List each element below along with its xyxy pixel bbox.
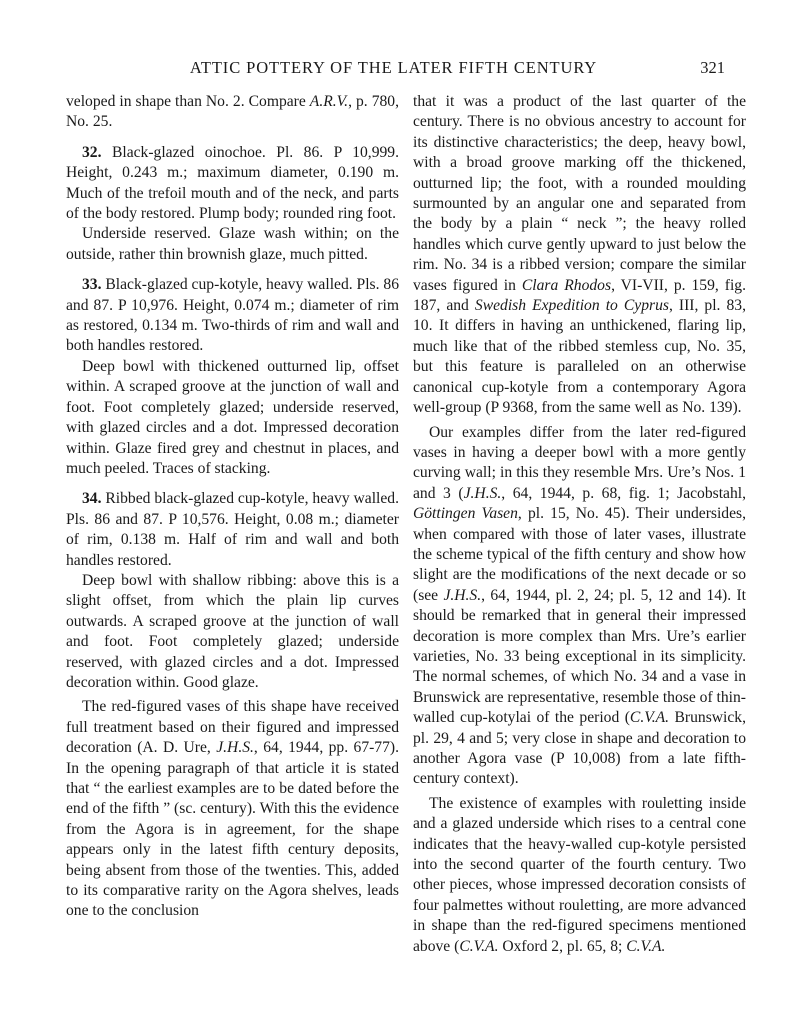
entry-number: 34. <box>82 490 102 508</box>
page-header <box>0 58 787 80</box>
catalogue-entry-33: 33. Black-glazed cup-kotyle, heavy walled. Pls. 86 and 87. P 10,976. Height, 0.074 m.; diameter of rim as restored, 0.134 m. Two-thirds of rim and wall and both handles restored. <box>66 276 399 355</box>
left-column <box>66 92 399 922</box>
continued-paragraph: that it was a product of the last quarter of the century. There is no obvious ancestry to account for its distinctive characteristics; the deep, heavy bowl, with a broad groove marking off the thickened, outturned lip; the foot, with a rounded moulding surmounted by an angular one and separated from the body by a plain “ neck ”; the heavy rolled handles which curve gently upward to just below the rim. No. 34 is a ribbed version; compare the similar vases figured in Clara Rhodos, VI-VII, p. 159, fig. 187, and Swedish Expedition to Cyprus, III, pl. 83, 10. It differs in having an unthickened, flaring lip, much like that of the ribbed stemless cup, No. 35, but this feature is paralleled on an otherwise canonical cup-kotyle from a contemporary Agora well-group (P 9368, from the same well as No. 139). <box>413 93 747 417</box>
right-column <box>413 92 746 957</box>
citation-abbrev: A.R.V. <box>309 93 349 110</box>
entry-34-description: Deep bowl with shallow ribbing: above this is a slight offset, from which the plain lip curves outwards. A scraped groove at the junction of wall and foot. Foot completely glazed; underside reserved, with glazed circles and a dot. Impressed decoration within. Good glaze. <box>66 571 399 691</box>
running-title: ATTIC POTTERY OF THE LATER FIFTH CENTURY <box>189 58 598 77</box>
entry-number: 32. <box>82 143 102 161</box>
entry-32-description: Underside reserved. Glaze wash within; on the outside, rather thin brownish glaze, much pitted. <box>66 225 399 263</box>
continued-paragraph: veloped in shape than No. 2. Compare A.R.V., p. 780, No. 25. <box>66 93 399 131</box>
page-number: 321 <box>700 58 725 77</box>
discussion-paragraph: The red-figured vases of this shape have received full treatment based on their figured and impressed decoration (A. D. Ure, J.H.S., 64, 1944, pp. 67-77). In the opening paragraph of that article it is stated that “ the earliest examples are to be dated before the end of the fifth ” (sc. century). With this the evidence from the Agora is in agreement, for the shape appears only in the latest fifth century deposits, being absent from those of the twenties. This, added to its comparative rarity on the Agora shelves, leads one to the conclusion <box>66 698 399 920</box>
entry-number: 33. <box>82 276 102 294</box>
comparison-paragraph: Our examples differ from the later red-figured vases in having a deeper bowl with a more gently curving wall; in this they resemble Mrs. Ure’s Nos. 1 and 3 (J.H.S., 64, 1944, p. 68, fig. 1; Jacobstahl, Göttingen Vasen, pl. 15, No. 45). Their undersides, when compared with those of later vases, illustrate the scheme typical of the fifth century and show how slight are the modifications of the next decade or so (see J.H.S., 64, 1944, pl. 2, 24; pl. 5, 12 and 14). It should be remarked that in general their impressed decoration is more complex than Mrs. Ure’s earlier varieties, No. 33 being exceptional in its simplicity. The normal schemes, of which No. 34 and a vase in Brunswick are representative, resemble those of thin-walled cup-kotylai of the period (C.V.A. Brunswick, pl. 29, 4 and 5; very close in shape and decoration to another Agora vase (P 10,008) from a late fifth-century context). <box>413 423 746 788</box>
entry-33-description: Deep bowl with thickened outturned lip, offset within. A scraped groove at the junction of wall and foot. Foot completely glazed; underside reserved, with glazed circles and a dot. Impressed decoration within. Glaze fired grey and chestnut in places, and much peeled. Traces of stacking. <box>66 357 399 477</box>
catalogue-entry-34: 34. Ribbed black-glazed cup-kotyle, heavy walled. Pls. 86 and 87. P 10,576. Height, 0.08 m.; diameter of rim, 0.138 m. Half of rim and wall and both handles restored. <box>66 490 399 569</box>
chronology-paragraph: The existence of examples with rouletting inside and a glazed underside which rises to a central cone indicates that the heavy-walled cup-kotyle persisted into the second quarter of the fourth century. Two other pieces, whose impressed decoration consists of four palmettes without rouletting, are more advanced in shape than the red-figured specimens mentioned above (C.V.A. Oxford 2, pl. 65, 8; C.V.A. <box>413 794 746 955</box>
catalogue-entry-32: 32. Black-glazed oinochoe. Pl. 86. P 10,999. Height, 0.243 m.; maximum diameter, 0.190 m. Much of the trefoil mouth and of the neck, and parts of the body restored. Plump body; rounded ring foot. <box>66 143 399 223</box>
